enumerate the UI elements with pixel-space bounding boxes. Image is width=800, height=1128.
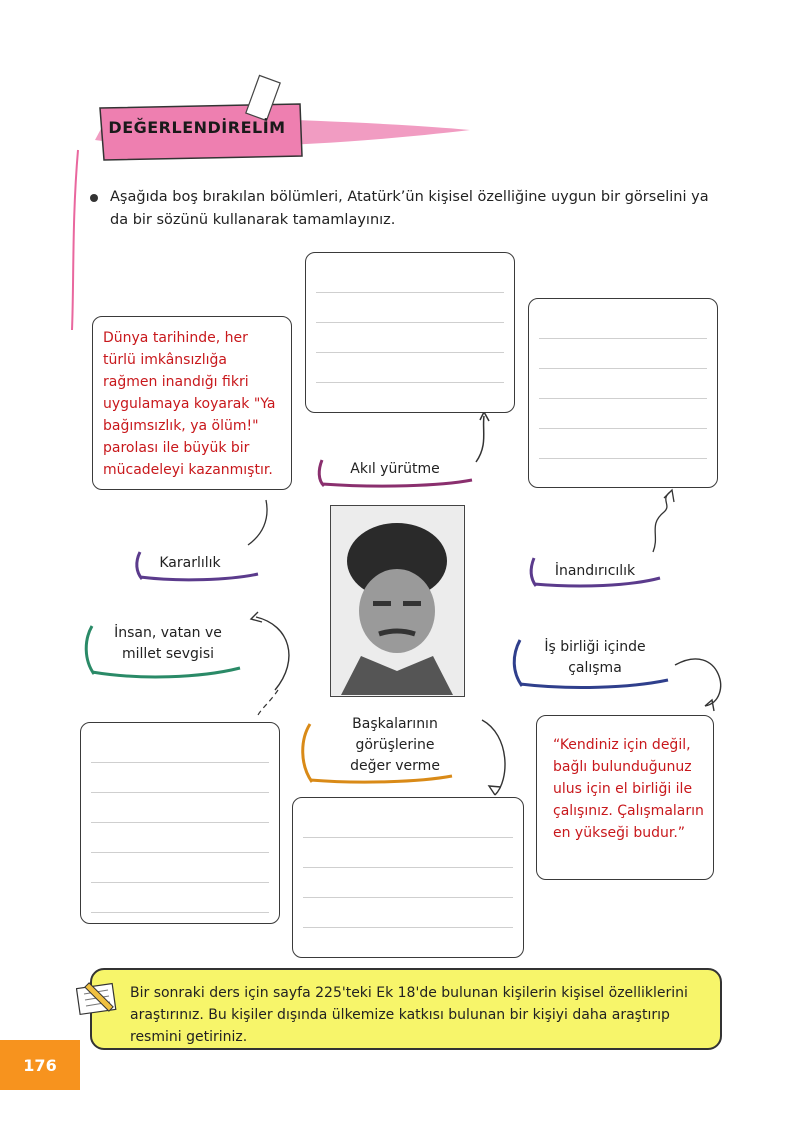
bullet-dot — [90, 194, 98, 202]
label-insan-vatan-millet — [98, 623, 238, 665]
label-line: çalışma — [568, 660, 622, 676]
writing-lines — [303, 808, 513, 949]
label-line: millet sevgisi — [121, 646, 214, 662]
page-number: 176 — [0, 1040, 80, 1090]
label-line: değer verme — [350, 758, 440, 774]
label-line: İş birliği içinde — [544, 639, 646, 655]
writing-lines — [91, 733, 269, 915]
notepad-pencil-icon — [76, 978, 124, 1018]
label-is-birligi — [525, 637, 665, 679]
homework-note-text: Bir sonraki ders için sayfa 225'teki Ek 18'de bulunan kişilerin kişisel özelliklerini araştırınız. Bu kişiler dışında ülkemize katkısı bulunan bir kişiyi daha araştırıp resmini getiriniz. — [130, 985, 688, 1045]
writing-lines — [539, 309, 707, 479]
right-quote-text: “Kendiniz için değil, bağlı bulunduğunuz ulus için el birliği ile çalışınız. Çalışmaların en yükseği budur.” — [553, 737, 704, 841]
label-kararlilik: Kararlılık — [159, 555, 221, 571]
writing-lines — [316, 263, 504, 404]
answer-box-top-center[interactable] — [305, 252, 515, 413]
label-akil-yurutme: Akıl yürütme — [350, 461, 440, 477]
label-line: İnsan, vatan ve — [114, 625, 222, 641]
answer-box-bottom-left[interactable] — [80, 722, 280, 924]
banner-title: DEĞERLENDİRELİM — [108, 118, 286, 137]
label-line: Başkalarının — [352, 716, 438, 732]
label-line: görüşlerine — [355, 737, 435, 753]
label-baskalarinin-gorusleri — [325, 714, 465, 777]
label-inandiricilik: İnandırıcılık — [554, 563, 636, 579]
left-quote-box — [92, 316, 292, 490]
answer-box-bottom-center[interactable] — [292, 797, 524, 958]
right-quote-box — [536, 715, 714, 880]
ataturk-portrait-photo — [330, 505, 465, 697]
portrait-image — [331, 506, 463, 695]
left-quote-text: Dünya tarihinde, her türlü imkânsızlığa rağmen inandığı fikri uygulamaya koyarak "Ya bağımsızlık, ya ölüm!" parolası ile büyük bir mücadeleyi kazanmıştır. — [103, 330, 276, 478]
instructions: Aşağıda boş bırakılan bölümleri, Atatürk’ün kişisel özelliğine uygun bir görselini ya da bir sözünü kullanarak tamamlayınız. — [110, 189, 709, 228]
answer-box-top-right[interactable] — [528, 298, 718, 488]
